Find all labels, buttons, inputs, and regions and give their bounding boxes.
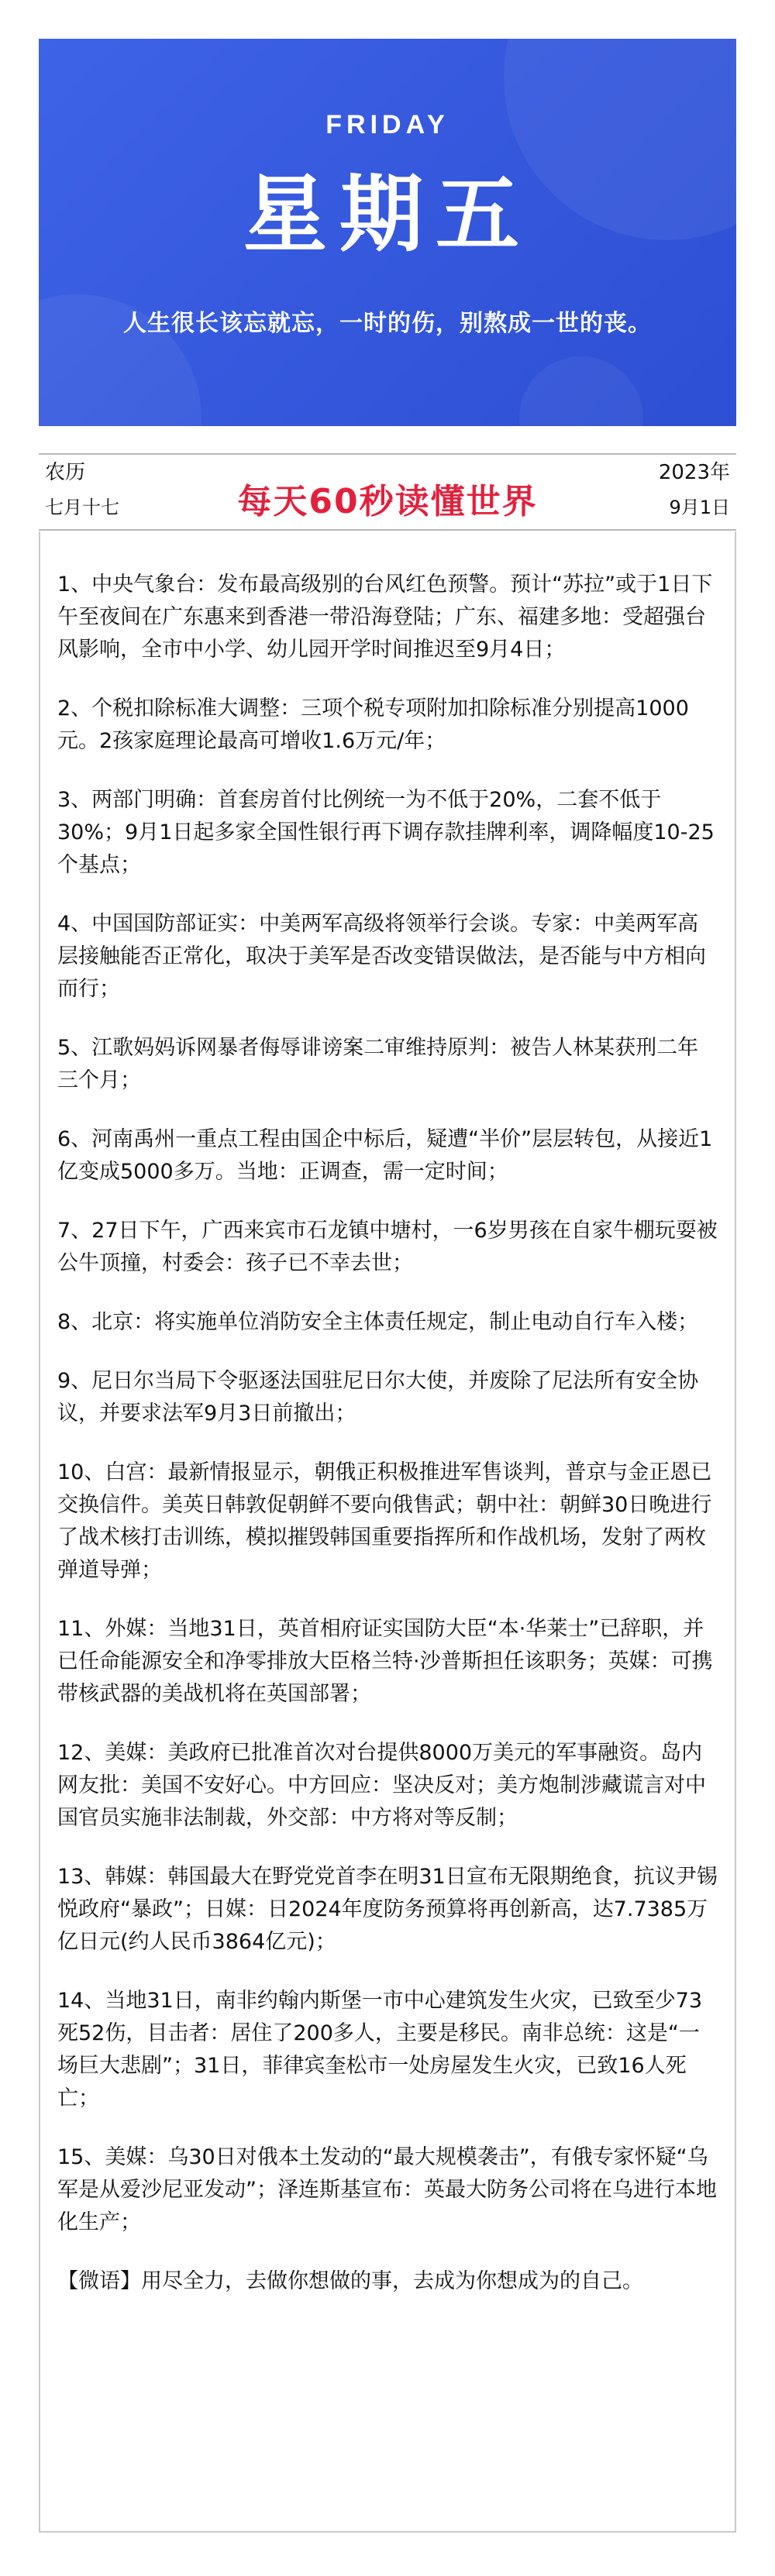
news-item: 6、河南禹州一重点工程由国企中标后，疑遭“半价”层层转包，从接近1亿变成5000多万。当地：正调查，需一定时间； (57, 1127, 713, 1184)
date: 9月1日 (669, 497, 730, 518)
weekday-chinese: 星期五 (243, 167, 532, 263)
weekday-english: FRIDAY (326, 110, 450, 139)
news-item: 10、白宫：最新情报显示，朝俄正积极推进军售谈判，普京与金正恩已交换信件。美英日韩敦促朝鲜不要向俄售武；朝中社：朝鲜30日晚进行了战术核打击训练，模拟摧毁韩国重要指挥所和作战机场，发射了两枚弹道导弹； (57, 1460, 712, 1582)
motto: 【微语】用尽全力，去做你想做的事，去成为你想成为的自己。 (57, 2269, 643, 2293)
banner-slogan: 人生很长该忘就忘，一时的伤，别熬成一世的丧。 (123, 310, 652, 337)
news-item: 1、中央气象台：发布最高级别的台风红色预警。预计“苏拉”或于1日下午至夜间在广东惠来到香港一带沿海登陆；广东、福建多地：受超强台风影响，全市中小学、幼儿园开学时间推迟至9月4日； (57, 573, 713, 662)
header-banner (39, 39, 736, 426)
news-item: 9、尼日尔当局下令驱逐法国驻尼日尔大使，并废除了尼法所有安全协议，并要求法军9月3日前撤出； (57, 1369, 699, 1426)
news-item: 13、韩媒：韩国最大在野党党首李在明31日宣布无限期绝食，抗议尹锡悦政府“暴政”；日媒：日2024年度防务预算将再创新高，达7.7385万亿日元(约人民币3864亿元)； (57, 1865, 718, 1954)
news-list (39, 531, 736, 2533)
news-item: 14、当地31日，南非约翰内斯堡一市中心建筑发生火灾，已致至少73死52伤，目击者：居住了200多人，主要是移民。南非总统：这是“一场巨大悲剧”；31日，菲律宾奎松市一处房屋发生火灾，已致16人死亡； (57, 1989, 703, 2110)
lunar-date: 七月十七 (45, 497, 119, 518)
news-item: 2、个税扣除标准大调整：三项个税专项附加扣除标准分别提高1000元。2孩家庭理论最高可增收1.6万元/年； (57, 696, 689, 753)
divider (39, 529, 736, 531)
news-item: 4、中国国防部证实：中美两军高级将领举行会谈。专家：中美两军高层接触能否正常化，取决于美军是否改变错误做法，是否能与中方相向而行； (57, 912, 706, 1001)
banner-decoration (519, 356, 643, 426)
lunar-label: 农历 (45, 461, 86, 484)
news-item: 12、美媒：美政府已批准首次对台提供8000万美元的军事融资。岛内网友批：美国不安好心。中方回应：坚决反对；美方炮制涉藏谎言对中国官员实施非法制裁，外交部：中方将对等反制； (57, 1741, 706, 1830)
divider (39, 453, 736, 455)
news-item: 15、美媒：乌30日对俄本土发动的“最大规模袭击”，有俄专家怀疑“乌军是从爱沙尼亚发动”；泽连斯基宣布：英最大防务公司将在乌进行本地化生产； (57, 2145, 717, 2234)
page-title: 每天60秒读懂世界 (237, 482, 538, 521)
dateline (39, 453, 736, 531)
year: 2023年 (658, 461, 730, 484)
news-item: 7、27日下午，广西来宾市石龙镇中塘村，一6岁男孩在自家牛棚玩耍被公牛顶撞，村委会：孩子已不幸去世； (57, 1219, 718, 1275)
news-item: 11、外媒：当地31日，英首相府证实国防大臣“本·华莱士”已辞职，并已任命能源安全和净零排放大臣格兰特·沙普斯担任该职务；英媒：可携带核武器的美战机将在英国部署； (57, 1617, 713, 1706)
news-item: 3、两部门明确：首套房首付比例统一为不低于20%，二套不低于30%；9月1日起多家全国性银行再下调存款挂牌利率，调降幅度10-25个基点； (57, 788, 715, 877)
news-item: 5、江歌妈妈诉网暴者侮辱诽谤案二审维持原判：被告人林某获刑二年三个月； (57, 1036, 699, 1092)
news-item: 8、北京：将实施单位消防安全主体责任规定，制止电动自行车入楼； (57, 1310, 699, 1334)
